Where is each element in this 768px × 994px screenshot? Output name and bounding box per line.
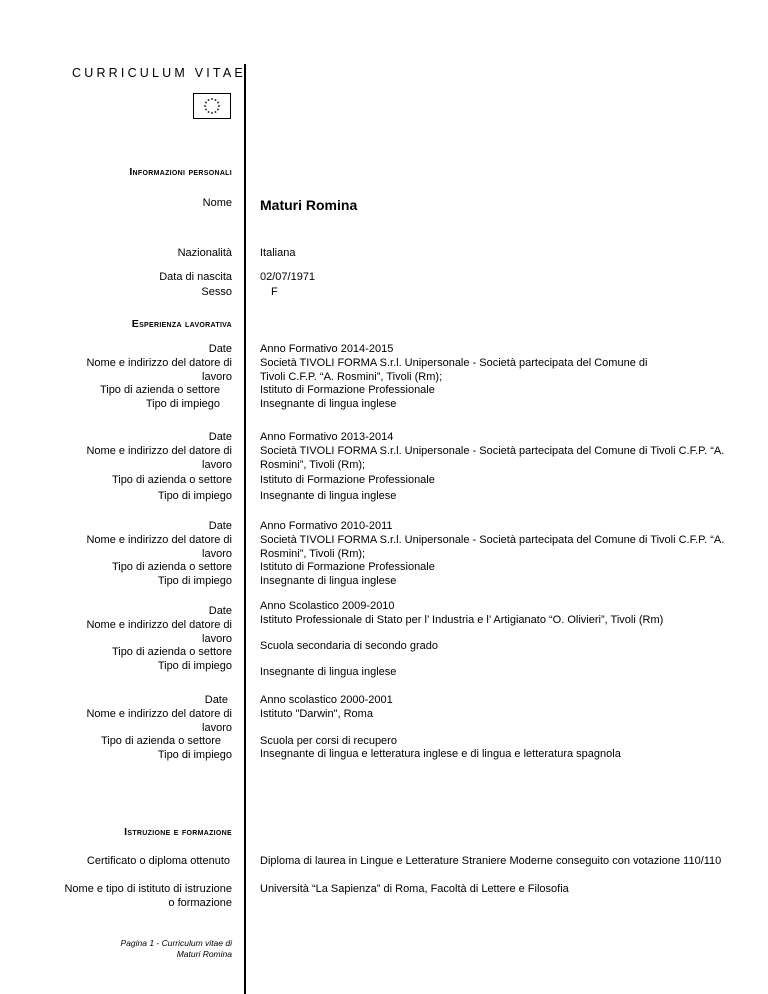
- employer-value: Società TIVOLI FORMA S.r.l. Unipersonale - Società partecipata del Comune di Tivoli C.F.P. “A.: [260, 533, 725, 546]
- institution-label: [64, 883, 232, 911]
- date-value: Anno Formativo 2014-2015: [260, 343, 394, 355]
- job-type-value: Insegnante di lingua inglese: [260, 398, 397, 411]
- experience-entry-5-labels: [86, 694, 232, 763]
- employer-value: Società TIVOLI FORMA S.r.l. Unipersonale - Società partecipata del Comune di Tivoli C.F.P. “A.: [260, 444, 725, 457]
- date-label: Date: [208, 520, 232, 532]
- column-divider: [244, 64, 246, 994]
- experience-entry-5-values: [260, 694, 621, 762]
- date-label: Date: [204, 694, 228, 706]
- job-type-label: Tipo di impiego: [157, 660, 232, 673]
- nationality-label: Nazionalità: [177, 247, 232, 259]
- employer-label: Nome e indirizzo del datore di: [86, 707, 232, 720]
- institution-label-line2: o formazione: [168, 896, 232, 909]
- job-type-value: Insegnante di lingua inglese: [260, 666, 397, 679]
- job-type-label: Tipo di impiego: [157, 749, 232, 762]
- certificate-value: Diploma di laurea in Lingue e Letterature Straniere Moderne conseguito con votazione 110/110: [260, 855, 722, 867]
- institution-value: Università “La Sapienza” di Roma, Facoltà di Lettere e Filosofia: [260, 883, 569, 895]
- sector-label: Tipo di azienda o settore: [111, 474, 232, 487]
- experience-entry-3-labels: [86, 520, 232, 589]
- date-value: Anno Formativo 2010-2011: [260, 520, 393, 532]
- sector-label: Tipo di azienda o settore: [111, 561, 232, 574]
- employer-label: Nome e indirizzo del datore di: [86, 444, 232, 457]
- sector-value: Scuola secondaria di secondo grado: [260, 639, 438, 652]
- employer-label-cont: lavoro: [202, 547, 232, 560]
- employer-value: Istituto "Darwin", Roma: [260, 707, 373, 720]
- institution-label-line1: Nome e tipo di istituto di istruzione: [64, 883, 232, 895]
- date-value: Anno Scolastico 2009-2010: [260, 600, 395, 612]
- job-type-label: Tipo di impiego: [157, 490, 232, 503]
- sector-label: Tipo di azienda o settore: [100, 735, 221, 748]
- certificate-label: Certificato o diploma ottenuto: [86, 855, 230, 867]
- employer-label: Nome e indirizzo del datore di: [86, 356, 232, 369]
- section-education: Istruzione e formazione: [124, 826, 232, 838]
- sector-value: Istituto di Formazione Professionale: [260, 561, 435, 574]
- employer-value-cont: Rosmini”, Tivoli (Rm);: [260, 547, 366, 560]
- job-type-value: Insegnante di lingua e letteratura inglese e di lingua e letteratura spagnola: [260, 748, 621, 761]
- eu-flag-icon: [193, 93, 231, 119]
- nationality-value: Italiana: [260, 247, 296, 259]
- job-type-value: Insegnante di lingua inglese: [260, 490, 397, 503]
- date-label: Date: [208, 431, 232, 443]
- date-label: Date: [208, 343, 232, 355]
- employer-label: Nome e indirizzo del datore di: [86, 533, 232, 546]
- sex-value: F: [271, 286, 278, 298]
- employer-value: Istituto Professionale di Stato per l’ Industria e l’ Artigianato “O. Olivieri”, Tivoli (Rm): [260, 613, 664, 626]
- employer-label-cont: lavoro: [202, 721, 232, 734]
- job-type-label: Tipo di impiego: [145, 398, 220, 411]
- job-type-value: Insegnante di lingua inglese: [260, 575, 397, 588]
- section-personal-info: Informazioni personali: [129, 166, 232, 178]
- employer-label-cont: lavoro: [202, 370, 232, 383]
- employer-label-cont: lavoro: [202, 632, 232, 645]
- employer-label: Nome e indirizzo del datore di: [86, 618, 232, 631]
- date-value: Anno Formativo 2013-2014: [260, 431, 394, 443]
- experience-entry-1-values: [260, 343, 647, 412]
- employer-label-cont: lavoro: [202, 458, 232, 471]
- sector-value: Istituto di Formazione Professionale: [260, 384, 435, 397]
- section-work-experience: Esperienza lavorativa: [131, 318, 232, 330]
- page-footer: [121, 938, 233, 960]
- sector-label: Tipo di azienda o settore: [99, 384, 220, 397]
- date-label: Date: [208, 605, 232, 617]
- employer-value: Società TIVOLI FORMA S.r.l. Unipersonale - Società partecipata del Comune di: [260, 356, 648, 369]
- footer-line-2: Maturi Romina: [176, 949, 232, 959]
- name-label: Nome: [202, 197, 232, 209]
- document-title: CURRICULUM VITAE: [72, 66, 246, 80]
- experience-entry-4-values: [260, 600, 663, 680]
- birth-date-value: 02/07/1971: [260, 271, 316, 283]
- birth-date-label: Data di nascita: [159, 271, 232, 283]
- date-value: Anno scolastico 2000-2001: [260, 694, 393, 706]
- experience-entry-2-values: [260, 431, 724, 504]
- employer-value-cont: Rosmini”, Tivoli (Rm);: [260, 458, 366, 471]
- sector-label: Tipo di azienda o settore: [111, 646, 232, 659]
- experience-entry-2-labels: [86, 431, 232, 504]
- sector-value: Scuola per corsi di recupero: [260, 734, 397, 747]
- employer-value-cont: Tivoli C.F.P. “A. Rosmini”, Tivoli (Rm);: [260, 370, 443, 383]
- job-type-label: Tipo di impiego: [157, 575, 232, 588]
- footer-line-1: Pagina 1 - Curriculum vitae di: [120, 938, 232, 948]
- experience-entry-4-labels: [86, 605, 232, 674]
- experience-entry-1-labels: [86, 343, 232, 412]
- name-value: Maturi Romina: [260, 197, 358, 213]
- experience-entry-3-values: [260, 520, 724, 589]
- sex-label: Sesso: [201, 286, 232, 298]
- sector-value: Istituto di Formazione Professionale: [260, 474, 435, 487]
